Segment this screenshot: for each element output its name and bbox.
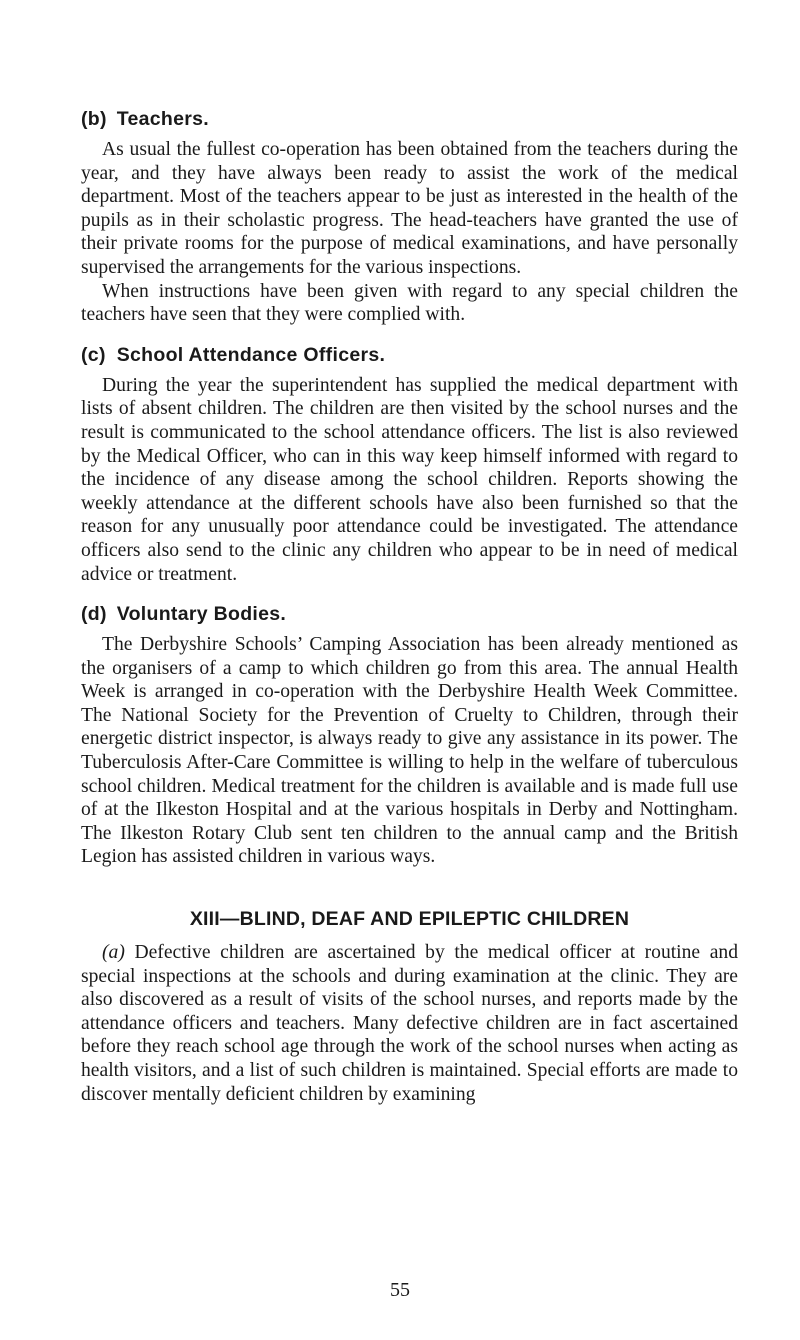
heading-attendance-officers xyxy=(81,340,738,370)
heading-voluntary-marker: (d) xyxy=(81,603,107,626)
page-content xyxy=(81,104,738,1106)
section-title-blind-deaf: XIII—BLIND, DEAF AND EPILEPTIC CHILDREN xyxy=(189,908,630,931)
item-text-a: Defective children are ascertained by the medical officer at routine and special inspections at the schools and during examination at the clinic. They are also discovered as a result of visits of the school nurses, and reports made by the attendance officers and teachers. Many defective children are in fact ascertained before they reach school age through the work of the school nurses when acting as health visitors, and a list of such children is maintained. Special efforts are made to discover mentally deficient children by examining xyxy=(81,942,738,1105)
heading-teachers-marker: (b) xyxy=(81,108,107,130)
heading-voluntary-bodies xyxy=(81,599,738,629)
heading-teachers-label: Teachers. xyxy=(116,108,210,130)
paragraph-teachers-1: As usual the fullest co-operation has been obtained from the teachers during the year, and they have always been ready to assist the work of the medical department. Most of the teachers appear to be just as interested in the health of the pupils as in their scholastic progress. The head-teachers have granted the use of their private rooms for the purpose of medical examinations, and have personally supervised the arrangements for the various inspections. xyxy=(81,139,738,278)
page-number: 55 xyxy=(390,1279,410,1301)
item-marker-a: (a) xyxy=(102,942,125,964)
heading-voluntary-label: Voluntary Bodies. xyxy=(116,603,287,626)
heading-attendance-label: School Attendance Officers. xyxy=(116,343,386,366)
paragraph-voluntary-1: The Derbyshire Schools’ Camping Association has been already mentioned as the organisers of a camp to which children go from this area. The annual Health Week is arranged in co-operation with the Derbyshire Health Week Committee. The National Society for the Prevention of Cruelty to Children, through their energetic district inspector, is always ready to give any assistance in its power. The Tuberculosis After-Care Committee is willing to help in the welfare of tuberculous school children. Medical treatment for the children is available and is made full use of at the Ilkeston Hospital and at the various hospitals in Derby and Nottingham. The Ilkeston Rotary Club sent ten children to the annual camp and the British Legion has assisted children in various ways. xyxy=(81,634,738,868)
paragraph-teachers-2: When instructions have been given with regard to any special children the teachers have seen that they were complied with. xyxy=(81,280,738,326)
heading-teachers xyxy=(81,104,738,134)
paragraph-blind-deaf-a xyxy=(81,941,738,1106)
heading-attendance-marker: (c) xyxy=(81,343,106,366)
paragraph-attendance-1: During the year the superintendent has supplied the medical department with lists of absent children. The children are then visited by the school nurses and the result is communicated to the school attendance officers. The list is also reviewed by the Medical Officer, who can in this way keep himself informed with regard to the incidence of any disease among the school children. Reports showing the weekly attendance at the different schools have also been furnished so that the reason for any unusually poor attendance could be investigated. The attendance officers also send to the clinic any children who appear to be in need of medical advice or treatment. xyxy=(81,374,738,585)
